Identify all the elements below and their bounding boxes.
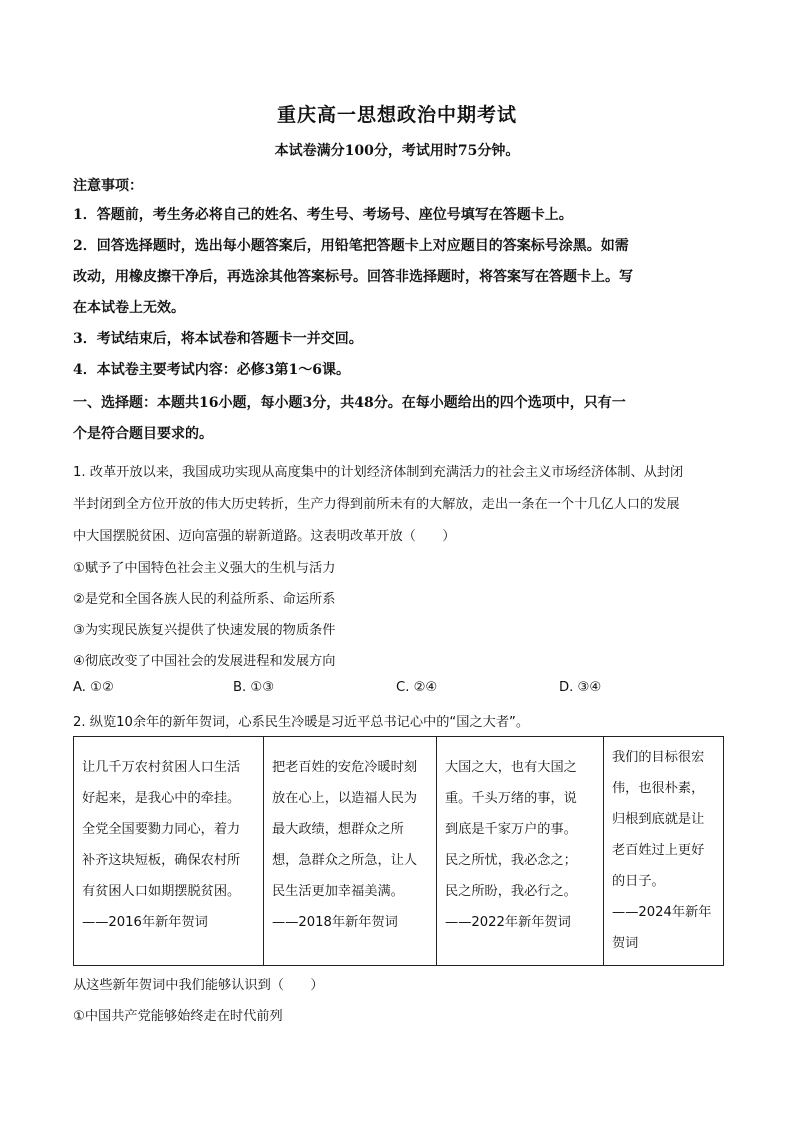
notice-item: 2．回答选择题时，选出每小题答案后，用铅笔把答题卡上对应题目的答案标号涂黑。如需 bbox=[73, 238, 629, 254]
quote-line: 好起来，是我心中的牵挂。 bbox=[82, 791, 241, 806]
quote-line: 重。千头万绪的事，说 bbox=[445, 791, 577, 806]
quote-line: 补齐这块短板，确保农村所 bbox=[82, 853, 241, 868]
question-1-stem: 1. 改革开放以来，我国成功实现从高度集中的计划经济体制到充满活力的社会主义市场经济体制、从封闭 bbox=[73, 465, 684, 480]
option-a: A. ①② bbox=[73, 680, 114, 695]
quote-line: 到底是千家万户的事。 bbox=[445, 822, 577, 837]
quote-line: 民之所忧，我必念之； bbox=[445, 853, 577, 868]
exam-subtitle: 本试卷满分100分，考试用时75分钟。 bbox=[274, 143, 520, 159]
quote-line: 伟，也很朴素， bbox=[612, 781, 705, 796]
notice-item: 在本试卷上无效。 bbox=[73, 300, 185, 316]
exam-title: 重庆高一思想政治中期考试 bbox=[276, 104, 517, 126]
section-heading: 个是符合题目要求的。 bbox=[73, 426, 213, 442]
quote-cell-2022 bbox=[437, 737, 604, 966]
question-1-stem: 中大国摆脱贫困、迈向富强的崭新道路。这表明改革开放（ ） bbox=[73, 529, 456, 544]
notice-item: 改动，用橡皮擦干净后，再选涂其他答案标号。回答非选择题时，将答案写在答题卡上。写 bbox=[73, 269, 633, 285]
option-c: C. ②④ bbox=[396, 680, 438, 695]
question-2-statement: ①中国共产党能够始终走在时代前列 bbox=[73, 1009, 283, 1024]
option-d: D. ③④ bbox=[559, 680, 602, 695]
quote-source: 贺词 bbox=[612, 936, 639, 951]
quote-line: 有贫困人口如期摆脱贫困。 bbox=[82, 884, 241, 899]
question-1-statement: ①赋予了中国特色社会主义强大的生机与活力 bbox=[73, 561, 336, 576]
quote-line: 归根到底就是让 bbox=[612, 812, 705, 827]
quote-line: 大国之大，也有大国之 bbox=[445, 760, 577, 775]
question-1-statement: ②是党和全国各族人民的利益所系、命运所系 bbox=[73, 592, 336, 607]
notice-item: 3．考试结束后，将本试卷和答题卡一并交回。 bbox=[73, 331, 363, 347]
question-2-stem: 2. 纵览10余年的新年贺词，心系民生冷暖是习近平总书记心中的“国之大者”。 bbox=[73, 715, 530, 730]
quote-cell-2016 bbox=[74, 737, 264, 966]
quote-line: 全党全国要勠力同心，着力 bbox=[82, 822, 241, 837]
question-1-statement: ③为实现民族复兴提供了快速发展的物质条件 bbox=[73, 623, 336, 638]
quote-source: ——2018年新年贺词 bbox=[272, 915, 398, 930]
notice-item: 4．本试卷主要考试内容：必修3第1～6课。 bbox=[73, 362, 350, 378]
quote-cell-2018 bbox=[264, 737, 437, 966]
question-1-statement: ④彻底改变了中国社会的发展进程和发展方向 bbox=[73, 654, 336, 669]
notice-heading: 注意事项： bbox=[73, 178, 143, 194]
question-1-stem: 半封闭到全方位开放的伟大历史转折，生产力得到前所未有的大解放，走出一条在一个十几亿人口的发展 bbox=[73, 497, 680, 512]
question-2-follow: 从这些新年贺词中我们能够认识到（ ） bbox=[73, 978, 324, 993]
quote-line: 想，急群众之所急，让人 bbox=[272, 853, 418, 868]
quote-line: 最大政绩，想群众之所 bbox=[272, 822, 404, 837]
quote-line: 把老百姓的安危冷暖时刻 bbox=[272, 760, 418, 775]
notice-item: 1．答题前，考生务必将自己的姓名、考生号、考场号、座位号填写在答题卡上。 bbox=[73, 207, 573, 223]
quote-line: 让几千万农村贫困人口生活 bbox=[82, 760, 241, 775]
section-heading: 一、选择题：本题共16小题，每小题3分，共48分。在每小题给出的四个选项中，只有一 bbox=[73, 395, 626, 411]
quote-source: ——2022年新年贺词 bbox=[445, 915, 571, 930]
quote-source: ——2024年新年 bbox=[612, 905, 712, 920]
option-b: B. ①③ bbox=[233, 680, 275, 695]
quote-line: 放在心上，以造福人民为 bbox=[272, 791, 418, 806]
quote-line: 民生活更加幸福美满。 bbox=[272, 884, 404, 899]
quote-cell-2024 bbox=[604, 737, 724, 966]
quote-line: 的日子。 bbox=[612, 874, 665, 889]
quote-source: ——2016年新年贺词 bbox=[82, 915, 208, 930]
quote-line: 我们的目标很宏 bbox=[612, 750, 705, 765]
question-1-options bbox=[73, 680, 723, 700]
quote-line: 老百姓过上更好 bbox=[612, 843, 705, 858]
new-year-quotes-table bbox=[73, 736, 724, 966]
quote-line: 民之所盼，我必行之。 bbox=[445, 884, 577, 899]
